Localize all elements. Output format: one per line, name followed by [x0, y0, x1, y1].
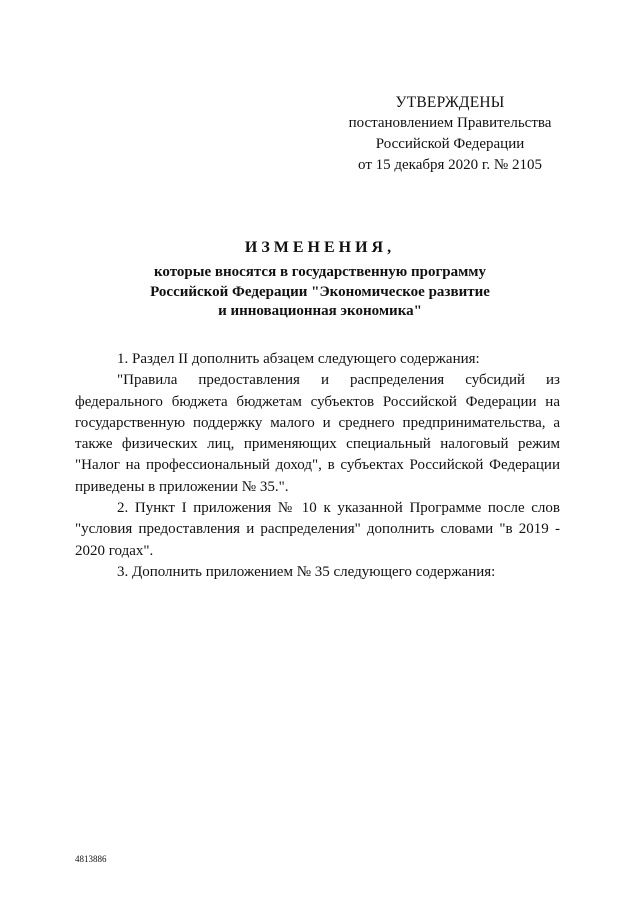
paragraph-quote: "Правила предоставления и распределения субсидий из федерального бюджета бюджетам субъектов Российской Федерации на государственную поддержку малого и среднего предпринимательства, а также физических лиц, применяющих специальный налоговый режим "Налог на профессиональный доход", в субъектах Российской Федерации приведены в приложении № 35.".	[75, 372, 560, 495]
paragraph-2: 2. Пункт I приложения № 10 к указанной Программе после слов "условия предоставления и распределения" дополнить словами "в 2019 - 2020 годах".	[75, 500, 560, 559]
paragraph-3: 3. Дополнить приложением № 35 следующего содержания:	[117, 563, 496, 580]
subtitle-line-2: Российской Федерации "Экономическое развитие	[150, 283, 490, 300]
document-title: ИЗМЕНЕНИЯ,	[244, 239, 396, 256]
approval-line-3: от 15 декабря 2020 г. № 2105	[358, 157, 542, 173]
approval-line-2: Российской Федерации	[375, 136, 525, 152]
paragraph-1: 1. Раздел II дополнить абзацем следующего содержания:	[117, 351, 480, 367]
approval-heading: УТВЕРЖДЕНЫ	[395, 94, 505, 111]
subtitle-line-3: и инновационная экономика"	[218, 303, 422, 319]
approval-stamp	[330, 92, 570, 176]
subtitle-line-1: которые вносятся в государственную программу	[153, 264, 487, 280]
document-code: 4813886	[75, 854, 107, 864]
document-subtitle	[80, 263, 560, 322]
approval-line-1: постановлением Правительства	[348, 115, 552, 131]
document-body	[75, 349, 560, 583]
